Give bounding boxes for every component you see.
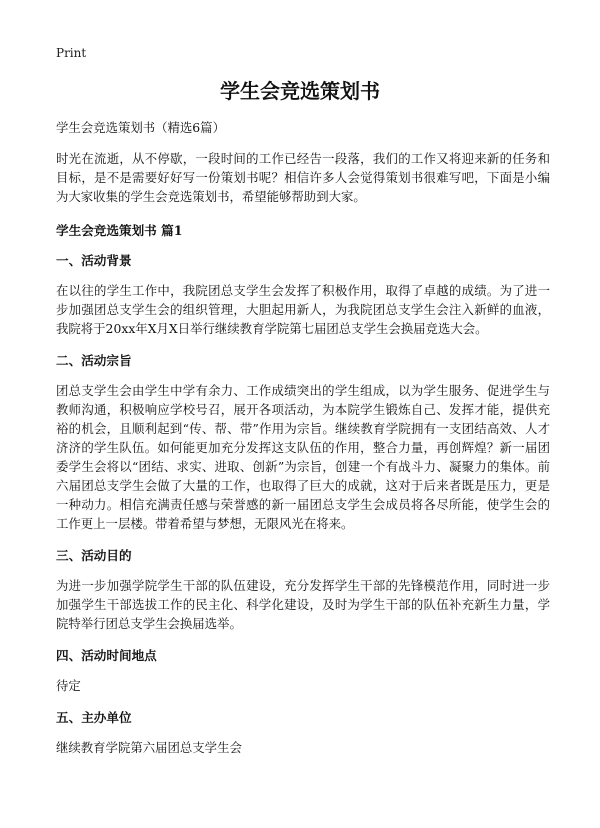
print-link[interactable]: Print [56, 46, 87, 60]
page-title: 学生会竞选策划书 [220, 79, 380, 103]
section-body-organizer: 继续教育学院第六届团总支学生会 [56, 740, 242, 755]
section-heading-background: 一、活动背景 [56, 253, 132, 268]
article-heading: 学生会竞选策划书 篇1 [56, 223, 183, 238]
document-body [56, 118, 550, 770]
section-heading-purpose: 二、活动宗旨 [56, 353, 132, 368]
section-body-background: 在以往的学生工作中，我院团总支学生会发挥了积极作用，取得了卓越的成绩。为了进一步加强团总支学生会的组织管理，大胆起用新人，为我院团总支学生会注入新鲜的血液，我院将于20xx年X月X日举行继续教育学院第七届团总支学生会换届竞选大会。 [56, 283, 550, 336]
section-heading-time-place: 四、活动时间地点 [56, 648, 157, 663]
section-body-time-place: 待定 [56, 678, 81, 693]
section-body-purpose: 团总支学生会由学生中学有余力、工作成绩突出的学生组成，以为学生服务、促进学生与教师沟通，积极响应学校号召，展开各项活动，为本院学生锻炼自己、发挥才能，提供充裕的机会，且顺利起到“传、帮、带”作用为宗旨。继续教育学院拥有一支团结高效、人才济济的学生队伍。如何能更加充分发挥这支队伍的作用，整合力量，再创辉煌？新一届团委学生会将以“团结、求实、进取、创新”为宗旨，创建一个有战斗力、凝聚力的集体。前六届团总支学生会做了大量的工作，也取得了巨大的成就，这对于后来者既是压力，更是一种动力。相信充满责任感与荣誉感的新一届团总支学生会成员将各尽所能，使学生会的工作更上一层楼。带着希望与梦想，无限风光在将来。 [56, 383, 550, 531]
document-subtitle: 学生会竞选策划书（精选6篇） [56, 120, 225, 135]
intro-paragraph: 时光在流逝，从不停歇，一段时间的工作已经告一段落，我们的工作又将迎来新的任务和目标，是不是需要好好写一份策划书呢？相信许多人会觉得策划书很难写吧，下面是小编为大家收集的学生会竞选策划书，希望能够帮助到大家。 [56, 151, 550, 204]
section-heading-goal: 三、活动目的 [56, 548, 132, 563]
section-body-goal: 为进一步加强学院学生干部的队伍建设，充分发挥学生干部的先锋模范作用，同时进一步加强学生干部选拔工作的民主化、科学化建设，及时为学生干部的队伍补充新生力量，学院特举行团总支学生会换届选举。 [56, 578, 550, 631]
section-heading-organizer: 五、主办单位 [56, 710, 132, 725]
